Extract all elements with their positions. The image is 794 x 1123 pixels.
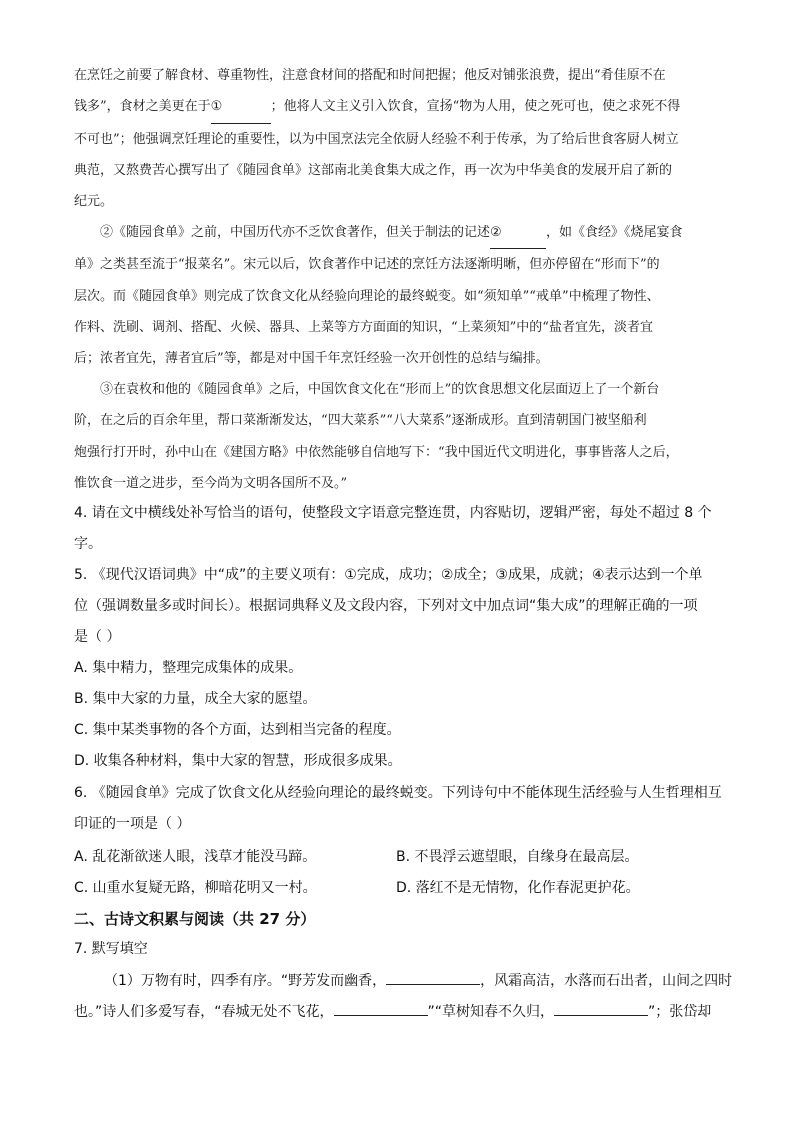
question-text: 6. 《随园食单》完成了饮食文化从经验向理论的最终蜕变。下列诗句中不能体现生活经验与人生哲理相互: [74, 785, 722, 801]
answer-blank[interactable]: [334, 1001, 428, 1016]
option-d[interactable]: D. 落红不是无情物，化作春泥更护花。: [396, 880, 640, 896]
text-fragment: ”；张岱却: [648, 1004, 712, 1020]
question-text: 5. 《现代汉语词典》中“成”的主要义项有：①完成，成功；②成全；③成果，成就；④表示达到一个单: [74, 567, 703, 583]
passage-paragraph-3: [74, 374, 724, 499]
text-fragment: 也。”诗人们多爱写春，“春城无处不飞花，: [74, 1004, 334, 1020]
question-5: [74, 560, 703, 777]
text-line: 炮强行打开时，孙中山在《建国方略》中依然能够自信地写下：“我中国近代文明进化，事事皆落人之后，: [74, 444, 679, 460]
option-b[interactable]: B. 不畏浮云遮望眼，自缘身在最高层。: [396, 849, 639, 865]
text-line: 作料、洗刷、调剂、搭配、火候、器具、上菜等方方面面的知识，“上菜须知”中的“盐者宜先，淡者宜: [74, 319, 653, 335]
text-line: 后；浓者宜先，薄者宜后”等，都是对中国千年烹饪经验一次开创性的总结与编排。: [74, 351, 549, 367]
option-c[interactable]: C. 集中某类事物的各个方面，达到相当完备的程度。: [74, 722, 401, 738]
answer-blank-2[interactable]: ②: [490, 217, 546, 249]
text-line: 纪元。: [74, 194, 114, 210]
text-fragment: ”“草树知春不久归，: [427, 1004, 555, 1020]
text-line: 层次。而《随园食单》则完成了饮食文化从经验向理论的最终蜕变。如“须知单”“戒单”中梳理了物性、: [74, 288, 660, 304]
option-d[interactable]: D. 收集各种材料，集中大家的智慧，形成很多成果。: [74, 753, 402, 769]
question-7-line-2: [74, 997, 711, 1028]
question-6: [74, 778, 722, 840]
question-text: 字。: [74, 536, 102, 552]
text-fragment: ，如《食经》《烧尾宴食: [546, 225, 683, 240]
text-line: 在烹饪之前要了解食材、尊重物性，注意食材间的搭配和时间把握；他反对铺张浪费，提出“肴佳原不在: [74, 68, 666, 83]
option-c[interactable]: C. 山重水复疑无路，柳暗花明又一村。: [74, 880, 317, 896]
text-line: ③在袁枚和他的《随园食单》之后，中国饮食文化在“形而上”的饮食思想文化层面迈上了一个新台: [100, 382, 660, 397]
answer-blank-1[interactable]: ①: [211, 91, 271, 123]
text-fragment: （1）万物有时，四季有序。“野芳发而幽香，: [104, 973, 387, 989]
question-7-line-1: [104, 966, 732, 997]
option-a[interactable]: A. 集中精力，整理完成集体的成果。: [74, 660, 303, 676]
question-text: 是（ ）: [74, 629, 121, 645]
answer-blank[interactable]: [554, 1001, 648, 1016]
text-line: 典范，又熬费苦心撰写出了《随园食单》这部南北美食集大成之作，再一次为中华美食的发展开启了新的: [74, 162, 673, 178]
text-line: 不可也”；他强调烹饪理论的重要性，以为中国烹法完全依厨人经验不利于传承，为了给后世食客厨人树立: [74, 131, 679, 147]
option-a[interactable]: A. 乱花渐欲迷人眼，浅草才能没马蹄。: [74, 849, 317, 865]
passage-paragraph-1: [74, 60, 724, 217]
text-fragment: ，风霜高洁，水落而石出者，山间之四时: [480, 973, 733, 989]
text-line: 阶，在之后的百余年里，帮口菜渐渐发达，“四大菜系”“八大菜系”逐渐成形。直到清朝国门被坚船利: [74, 413, 647, 429]
answer-blank[interactable]: [386, 970, 480, 985]
text-line: [74, 91, 724, 123]
text-line: 单》之类甚至流于“报菜名”。宋元以后，饮食著作中记述的烹饪方法逐渐明晰，但亦停留在“形而下”的: [74, 257, 660, 273]
question-7-title: 7. 默写填空: [74, 941, 148, 957]
question-text: 4. 请在文中横线处补写恰当的语句，使整段文字语意完整连贯，内容贴切，逻辑严密，每处不超过 8 个: [74, 505, 712, 521]
section-heading: 二、古诗文积累与阅读（共 27 分）: [74, 910, 316, 928]
question-text: 位（强调数量多或时间长）。根据词典释义及文段内容，下列对文中加点词“集大成”的理解正确的一项: [74, 598, 698, 614]
question-4: [74, 498, 712, 560]
text-fragment: 钱多”，食材之美更在于: [74, 99, 211, 115]
text-fragment: ；他将人文主义引入饮食，宣扬“物为人用，使之死可也，使之求死不得: [270, 99, 681, 115]
passage-paragraph-2: [74, 217, 724, 374]
text-line: [74, 217, 724, 249]
text-fragment: ②《随园食单》之前，中国历代亦不乏饮食著作，但关于制法的记述: [100, 225, 491, 240]
option-b[interactable]: B. 集中大家的力量，成全大家的愿望。: [74, 691, 317, 707]
text-line: 惟饮食一道之进步，至今尚为文明各国所不及。”: [74, 475, 348, 491]
question-text: 印证的一项是（ ）: [74, 816, 191, 832]
